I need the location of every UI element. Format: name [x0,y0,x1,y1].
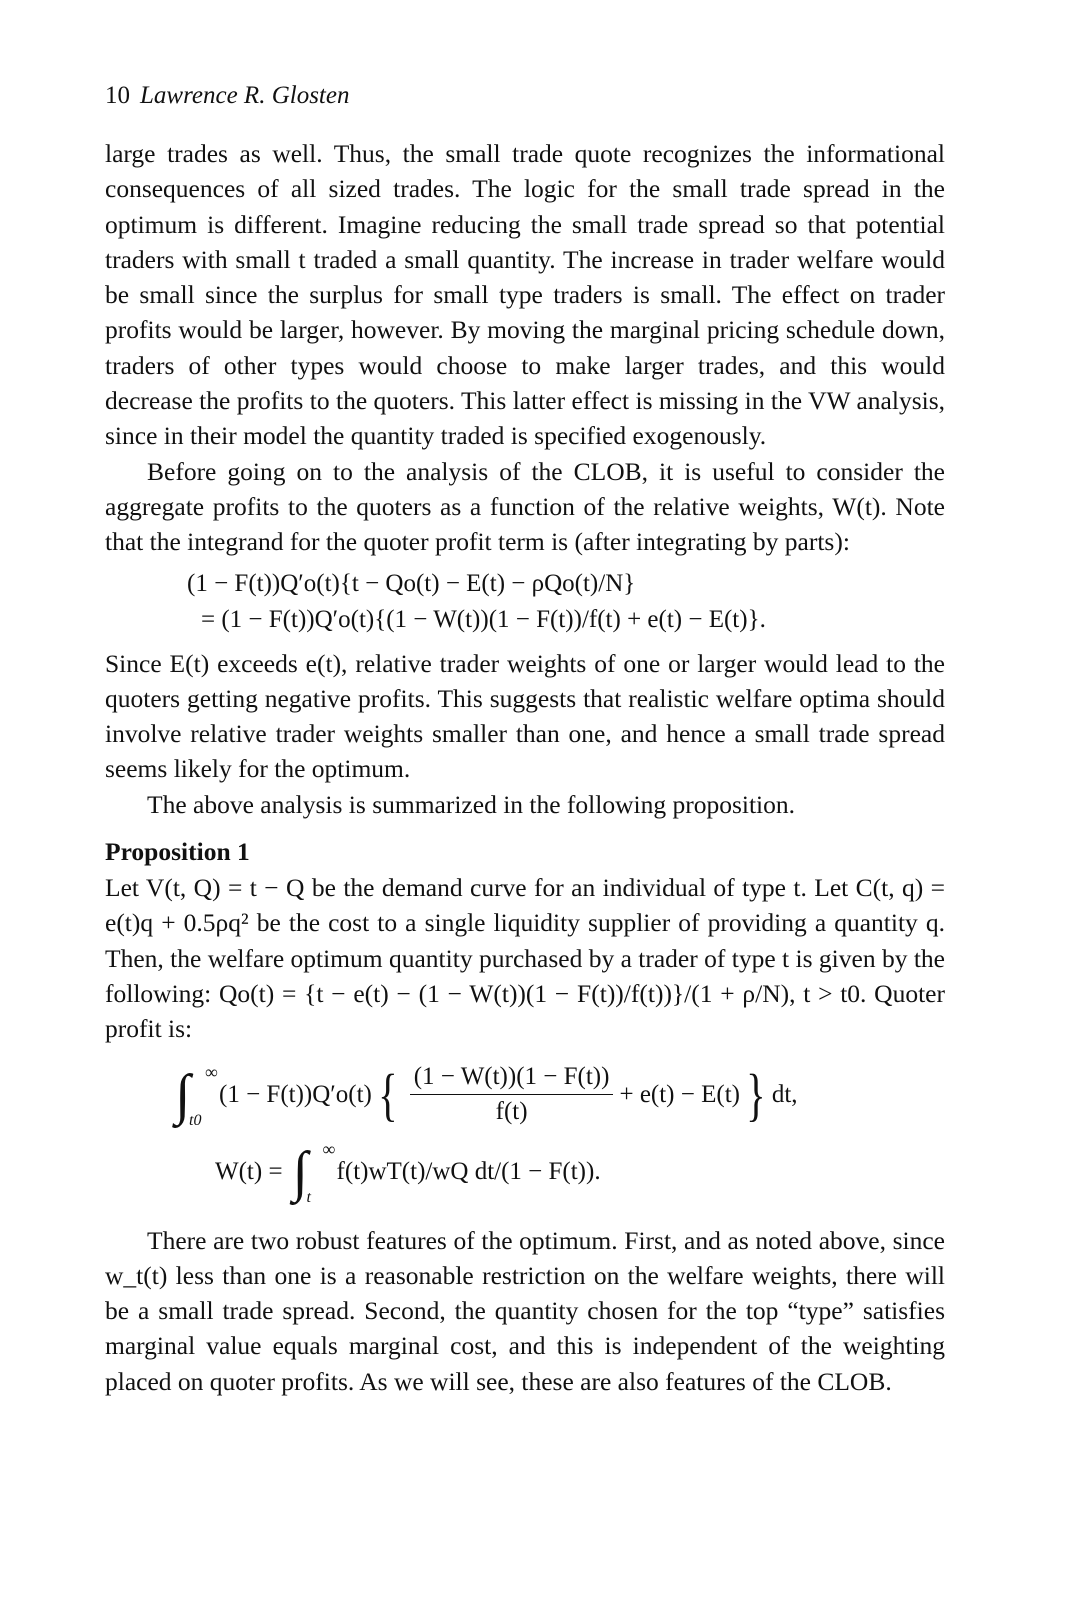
paragraph-3: Since E(t) exceeds e(t), relative trader weights of one or larger would lead to the quoters getting negative profits. This suggests that realistic welfare optima should involve relative trader weights smaller than one, and hence a small trade spread seems likely for the optimum. [105,648,945,784]
w-definition [215,1135,945,1209]
paragraph-4: The above analysis is summarized in the following proposition. [147,789,796,819]
equation-line-1: (1 − F(t))Q′o(t){t − Qo(t) − E(t) − ρQo(t)/N} [187,569,636,597]
right-brace: } [746,1061,766,1127]
w-lhs: W(t) = [215,1157,283,1185]
quoter-profit-integral [175,1055,945,1135]
fraction [410,1063,614,1126]
integral-dt: dt, [771,1080,798,1108]
integral-tail-term: + e(t) − E(t) [619,1080,740,1108]
w-integral-sign: ∫ ∞ t [292,1138,336,1206]
w-integral-body: f(t)wT(t)/wQ dt/(1 − F(t)). [336,1157,601,1185]
integral-lead-term: (1 − F(t))Q′o(t) [219,1080,372,1108]
proposition-text: Let V(t, Q) = t − Q be the demand curve for an individual of type t. Let C(t, q) = e(t)q + 0.5ρq² be the cost to a single liquidity supplier of providing a quantity q. Then, the welfare optimum quantity purchased by a trader of type t is given by the following: Qo(t) = {t − e(t) − (1 − W(t))(1 − F(t))/f(t))}/(1 + ρ/N), t > t0. Quoter profit is: [105,873,945,1044]
equation-line-2: = (1 − F(t))Q′o(t){(1 − W(t))(1 − F(t))/f(t) + e(t) − E(t)}. [201,605,766,633]
fraction-denominator: f(t) [495,1098,528,1126]
paragraph-2: Before going on to the analysis of the CLOB, it is useful to consider the aggregate profits to the quoters as a function of the relative weights, W(t). Note that the integrand for the quoter profit term is (after integrating by parts): [105,456,945,557]
equation-integrand [187,566,945,638]
display-equations [175,1055,945,1209]
fraction-numerator: (1 − W(t))(1 − F(t)) [410,1063,614,1095]
paragraph-1: large trades as well. Thus, the small trade quote recognizes the informational consequences of all sized trades. The logic for the small trade spread in the optimum is different. Imagine reducing the small trade spread so that potential traders with small t traded a small quantity. The increase in trader welfare would be small since the surplus for small type traders is small. The effect on trader profits would be larger, however. By moving the marginal pricing schedule down, traders of other types would choose to make larger trades, and this would decrease the profits to the quoters. This latter effect is missing in the VW analysis, since in their model the quantity traded is specified exogenously. [105,139,945,451]
integral-sign: ∫ ∞ t0 [175,1061,218,1129]
page-number: 10 [105,82,130,109]
left-brace: { [378,1061,398,1127]
paragraph-5: There are two robust features of the optimum. First, and as noted above, since w_t(t) less than one is a reasonable restriction on the welfare weights, there will be a small trade spread. Second, the quantity chosen for the top “type” satisfies marginal value equals marginal cost, and this is independent of the weighting placed on quoter profits. As we will see, these are also features of the CLOB. [105,1225,945,1396]
page [105,82,945,1399]
running-author: Lawrence R. Glosten [140,82,350,109]
running-header [105,82,945,110]
proposition-title: Proposition 1 [105,837,250,867]
